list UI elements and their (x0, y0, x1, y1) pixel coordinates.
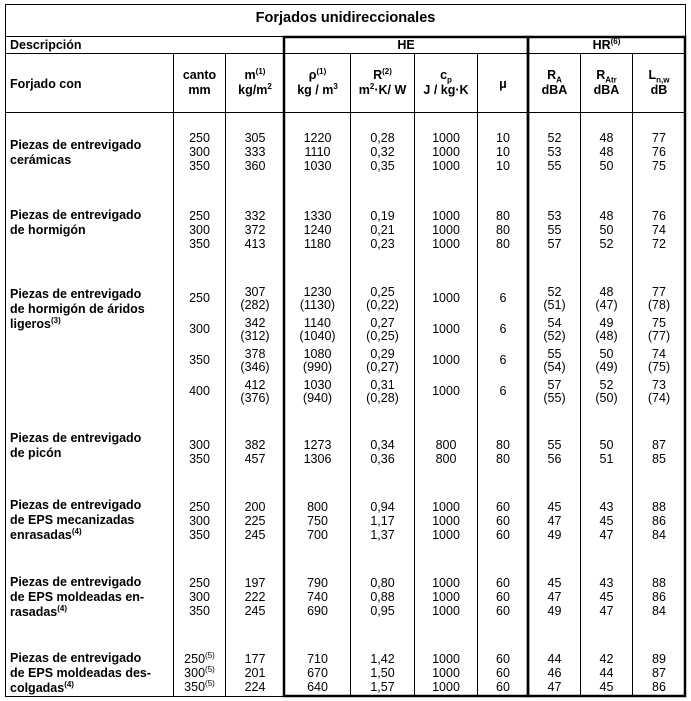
cell-cp: 1000 (432, 652, 460, 666)
cell-canto: 250 (189, 500, 210, 514)
cell-RA: 55 (547, 159, 562, 174)
cell-Lnw: 88 (652, 500, 666, 514)
cell-cp: 1000 (432, 159, 460, 174)
cell-rho: 1240 (303, 223, 332, 238)
cell-m: 307 (244, 285, 266, 299)
row-description (10, 431, 141, 461)
cell-cp: 1000 (432, 384, 460, 399)
cell-RA: 57 (547, 237, 562, 252)
cell-R: 0,19 (370, 209, 395, 223)
lnw-header: $L_{n,w}$ dB (648, 68, 670, 97)
cell-mu: 60 (496, 576, 510, 590)
hr-header: HR$^{(6)}$ (592, 36, 621, 52)
cell-mu: 6 (499, 291, 507, 306)
cell-RAtr: 48 (599, 285, 614, 299)
cell-cp: 1000 (432, 237, 460, 252)
cell-mu: 6 (499, 322, 507, 337)
cell-rho: 670 (307, 666, 328, 681)
cell-RAtr: 44 (599, 666, 614, 681)
cell-mu: 80 (496, 237, 510, 252)
cell-canto: 300 (189, 223, 210, 238)
cell-Lnw: 74 (652, 347, 666, 361)
cell-R: 0,27 (370, 316, 395, 330)
cell-rho: 1230 (303, 285, 332, 299)
cell-RA: 54 (547, 316, 562, 330)
cell-RAtr: 50 (599, 159, 614, 174)
cell-RA-alt: (52) (543, 328, 566, 343)
cell-RA-alt: (54) (543, 359, 566, 374)
cell-m: 413 (244, 237, 266, 252)
cell-m: 378 (244, 347, 266, 361)
cell-RAtr-alt: (47) (595, 297, 618, 312)
cell-Lnw: 72 (652, 237, 666, 252)
cell-rho: 690 (307, 604, 328, 619)
cell-canto: 300 (189, 438, 210, 452)
cell-cp: 1000 (432, 576, 460, 590)
cell-m: 332 (244, 209, 266, 223)
cell-RAtr: 50 (599, 223, 614, 238)
cell-canto: 300 (189, 322, 210, 337)
cell-Lnw: 84 (652, 604, 666, 619)
cell-rho: 1140 (304, 316, 331, 330)
footnote-ref: (4) (57, 603, 68, 613)
cell-canto: 300 (189, 590, 210, 605)
cell-R: 0,21 (370, 223, 395, 238)
cell-cp: 1000 (432, 353, 460, 368)
mass-header: $m^{(1)}$ $kg/m^2$ (238, 66, 272, 97)
cell-canto: 300$^{(5)}$ (184, 665, 215, 681)
cell-Lnw: 84 (652, 528, 666, 543)
description-line: Piezas de entrevigado (10, 651, 142, 665)
cell-RA: 55 (547, 347, 562, 361)
cell-rho: 1180 (304, 237, 331, 252)
cell-cp: 1000 (432, 322, 460, 337)
cell-mu: 60 (496, 590, 510, 605)
cell-RAtr: 52 (599, 378, 614, 392)
cell-mu: 60 (496, 514, 510, 529)
cell-m: 222 (244, 590, 266, 605)
description-line: de picón (10, 446, 62, 460)
cell-Lnw: 89 (652, 652, 666, 666)
cell-rho: 1330 (303, 209, 332, 223)
cell-RAtr: 50 (599, 347, 614, 361)
resistance-header: $R^{(2)}$ $m^2\cdot K/$ W (358, 66, 407, 97)
cell-m: 372 (244, 223, 266, 238)
cell-R: 1,50 (370, 666, 395, 681)
cell-mu: 10 (496, 159, 510, 174)
he-header: HE (397, 38, 415, 52)
cell-rho: 800 (307, 500, 328, 514)
cell-m: 201 (244, 666, 266, 681)
mu-header: μ (499, 77, 507, 91)
description-line: Piezas de entrevigado (10, 287, 142, 301)
footnote-ref: (4) (64, 679, 74, 689)
cell-R: 0,95 (370, 604, 395, 619)
description-line: Piezas de entrevigado (10, 498, 142, 512)
cell-mu: 10 (496, 145, 510, 160)
row-description (10, 138, 141, 168)
description-line: de hormigón (10, 223, 86, 237)
cell-canto: 350 (189, 159, 210, 174)
description-header: Descripción (10, 38, 82, 52)
cell-R: 0,29 (370, 347, 395, 361)
cell-mu: 60 (496, 652, 510, 666)
cell-mu: 60 (496, 604, 510, 619)
cell-rho-alt: (940) (302, 390, 333, 405)
cell-cp: 1000 (432, 131, 460, 145)
cell-RA: 52 (547, 131, 562, 145)
cell-mu: 60 (496, 666, 510, 681)
cell-cp: 800 (435, 452, 457, 467)
cell-R: 0,28 (370, 131, 395, 145)
description-line: ligeros (10, 317, 51, 331)
description-line: Piezas de entrevigado (10, 208, 142, 222)
cell-RA: 57 (547, 378, 562, 392)
cell-cp: 1000 (432, 514, 460, 529)
cell-cp: 1000 (432, 680, 460, 695)
cell-mu: 80 (496, 452, 510, 467)
cell-cp: 1000 (432, 528, 460, 543)
cell-canto: 350 (189, 237, 210, 252)
description-line: enrasadas (10, 528, 72, 542)
cell-rho: 1030 (303, 159, 332, 174)
cell-RAtr: 43 (599, 500, 614, 514)
canto-header: canto mm (182, 68, 217, 97)
cell-rho: 750 (307, 514, 328, 529)
cell-RAtr: 49 (599, 316, 614, 330)
cell-rho: 700 (307, 528, 328, 543)
cell-m: 342 (244, 316, 266, 330)
cell-canto: 350 (189, 528, 210, 543)
cell-RA: 45 (547, 576, 562, 590)
cell-Lnw: 88 (652, 576, 666, 590)
cell-RAtr: 43 (599, 576, 614, 590)
cell-RA: 47 (547, 590, 562, 605)
cell-R: 0,31 (370, 378, 395, 392)
ra-header: $R_A$ dBA (541, 68, 568, 97)
cell-RAtr-alt: (49) (595, 359, 618, 374)
cell-RAtr: 45 (599, 514, 614, 529)
cell-Lnw: 75 (652, 159, 666, 174)
cell-Lnw-alt: (78) (647, 297, 671, 312)
cell-RAtr: 48 (599, 209, 614, 223)
row-description (10, 575, 144, 620)
cell-rho-alt: (990) (302, 359, 333, 374)
footnote-ref: (5) (205, 665, 215, 675)
row-description (10, 498, 141, 543)
cell-RAtr: 51 (599, 452, 614, 467)
cell-RAtr: 50 (599, 438, 614, 452)
cell-rho: 710 (307, 652, 328, 666)
cell-R: 0,25 (370, 285, 395, 299)
description-line: Piezas de entrevigado (10, 138, 142, 152)
cell-canto: 250 (189, 291, 210, 306)
description-line: Piezas de entrevigado (10, 431, 142, 445)
cell-rho: 790 (307, 576, 328, 590)
cell-canto: 350 (189, 452, 210, 467)
row-description (10, 208, 141, 238)
cell-RAtr: 48 (599, 145, 614, 160)
cell-RA: 49 (547, 528, 562, 543)
cell-Lnw: 73 (652, 378, 666, 392)
cell-m: 412 (244, 378, 266, 392)
cell-R: 0,34 (370, 438, 395, 452)
cell-Lnw-alt: (77) (647, 328, 671, 343)
cell-RA: 44 (547, 652, 562, 666)
cell-m-alt: (282) (240, 297, 270, 312)
cell-RA-alt: (55) (543, 390, 566, 405)
cell-Lnw: 75 (652, 316, 666, 330)
cell-mu: 60 (496, 680, 510, 695)
cell-R: 0,80 (370, 576, 395, 590)
cell-R: 0,32 (370, 145, 395, 160)
cell-rho: 1030 (303, 378, 332, 392)
cell-m: 457 (244, 452, 266, 467)
footnote-ref: (5) (205, 650, 215, 660)
table-title: Forjados unidireccionales (255, 10, 436, 26)
cell-rho: 1080 (303, 347, 332, 361)
cell-cp: 1000 (432, 590, 460, 605)
cell-canto: 350 (189, 353, 210, 368)
cell-m: 382 (244, 438, 266, 452)
cell-m: 200 (244, 500, 266, 514)
cell-Lnw-alt: (74) (647, 390, 671, 405)
cell-mu: 6 (499, 353, 507, 368)
cell-m: 333 (244, 145, 266, 160)
cell-R: 1,37 (370, 528, 395, 543)
description-line: colgadas (10, 681, 65, 695)
cell-R: 1,42 (370, 652, 395, 666)
cell-Lnw: 74 (652, 223, 666, 238)
cell-canto: 250 (189, 576, 210, 590)
description-line: Piezas de entrevigado (10, 575, 142, 589)
cell-cp: 1000 (432, 145, 460, 160)
cell-canto: 250 (189, 209, 210, 223)
cell-RAtr: 42 (599, 652, 614, 666)
footnote-ref: (4) (71, 526, 82, 536)
cell-RA: 49 (547, 604, 562, 619)
cell-m-alt: (312) (240, 328, 270, 343)
cell-RAtr: 48 (599, 131, 614, 145)
cell-m: 225 (244, 514, 266, 529)
cell-rho-alt: (1040) (299, 328, 336, 343)
cell-canto: 250$^{(5)}$ (184, 650, 215, 666)
cell-mu: 60 (496, 500, 510, 514)
footnote-ref: (3) (51, 315, 61, 325)
cell-Lnw: 77 (652, 285, 666, 299)
cell-Lnw: 77 (652, 131, 666, 145)
cell-RAtr: 47 (599, 604, 614, 619)
cell-R: 0,23 (370, 237, 395, 252)
description-line: de hormigón de áridos (10, 302, 145, 316)
cell-rho: 1220 (303, 131, 332, 145)
description-line: de EPS mecanizadas (10, 513, 135, 527)
description-line: de EPS moldeadas en- (10, 590, 145, 604)
cell-Lnw: 76 (652, 145, 666, 160)
cell-m-alt: (376) (240, 390, 270, 405)
forjado-con-header: Forjado con (10, 77, 82, 91)
cell-RAtr: 45 (599, 590, 614, 605)
cell-mu: 80 (496, 209, 510, 223)
cell-mu: 6 (499, 384, 507, 399)
cell-rho: 1273 (303, 438, 332, 452)
cell-RA: 46 (547, 666, 562, 681)
cell-m: 245 (244, 604, 266, 619)
row-description (10, 651, 151, 696)
cell-Lnw: 86 (652, 514, 666, 529)
cell-Lnw: 76 (652, 209, 666, 223)
cell-mu: 80 (496, 438, 510, 452)
cell-Lnw: 87 (652, 666, 666, 681)
cell-RA: 45 (547, 500, 562, 514)
cell-Lnw: 87 (652, 438, 666, 452)
cell-RAtr-alt: (50) (595, 390, 618, 405)
cell-m: 245 (244, 528, 266, 543)
cell-Lnw: 86 (652, 680, 666, 695)
cell-mu: 60 (496, 528, 510, 543)
cell-R: 1,57 (370, 680, 395, 695)
cell-canto: 300 (189, 145, 210, 160)
cell-RA: 47 (547, 514, 562, 529)
cell-rho: 1306 (303, 452, 332, 467)
cell-mu: 10 (496, 131, 510, 145)
cell-R: 1,17 (370, 514, 395, 529)
cell-Lnw-alt: (75) (647, 359, 671, 374)
cell-cp: 1000 (432, 291, 460, 306)
cell-R: 0,88 (370, 590, 395, 605)
description-line: cerámicas (10, 153, 72, 167)
cell-RAtr: 45 (599, 680, 614, 695)
cell-cp: 1000 (432, 500, 460, 514)
cell-RA: 56 (547, 452, 562, 467)
cell-RA-alt: (51) (543, 297, 566, 312)
cell-RA: 55 (547, 223, 562, 238)
cell-RAtr: 47 (599, 528, 614, 543)
cell-RA: 47 (547, 680, 562, 695)
cell-R-alt: (0,27) (366, 359, 399, 374)
cell-Lnw: 85 (652, 452, 666, 467)
cell-RAtr-alt: (48) (595, 328, 618, 343)
cell-rho-alt: (1130) (299, 297, 336, 312)
cell-canto: 300 (189, 514, 210, 529)
cell-Lnw: 86 (652, 590, 666, 605)
cell-cp: 800 (435, 438, 457, 452)
cell-R: 0,36 (370, 452, 395, 467)
cell-rho: 740 (307, 590, 328, 605)
cell-R-alt: (0,28) (366, 390, 399, 405)
cell-RAtr: 52 (599, 237, 614, 252)
cell-m: 177 (244, 652, 266, 666)
cell-m: 224 (244, 680, 266, 695)
cell-m-alt: (346) (240, 359, 270, 374)
ratr-header: $R_{Atr}$ dBA (593, 68, 620, 97)
cell-R-alt: (0,22) (366, 297, 399, 312)
cell-R-alt: (0,25) (366, 328, 399, 343)
cell-canto: 400 (189, 384, 210, 399)
cell-m: 197 (244, 576, 266, 590)
cell-cp: 1000 (432, 209, 460, 223)
cell-canto: 350$^{(5)}$ (184, 679, 215, 695)
cp-header: $c_p$ J / kg·K (423, 68, 469, 97)
cell-m: 360 (244, 159, 266, 174)
cell-mu: 80 (496, 223, 510, 238)
cell-RA: 55 (547, 438, 562, 452)
cell-RA: 53 (547, 145, 562, 160)
row-description (10, 287, 145, 332)
cell-canto: 250 (189, 131, 210, 145)
density-header: $\rho^{(1)}$ kg / $m^3$ (297, 66, 338, 97)
description-line: de EPS moldeadas des- (10, 666, 152, 680)
cell-cp: 1000 (432, 223, 460, 238)
description-line: rasadas (10, 605, 58, 619)
cell-m: 305 (244, 131, 266, 145)
footnote-ref: (5) (205, 679, 215, 689)
cell-RA: 52 (547, 285, 562, 299)
cell-canto: 350 (189, 604, 210, 619)
cell-RA: 53 (547, 209, 562, 223)
cell-rho: 640 (307, 680, 328, 695)
cell-R: 0,94 (370, 500, 395, 514)
cell-R: 0,35 (370, 159, 395, 174)
cell-cp: 1000 (432, 666, 460, 681)
cell-cp: 1000 (432, 604, 460, 619)
cell-rho: 1110 (304, 145, 331, 160)
